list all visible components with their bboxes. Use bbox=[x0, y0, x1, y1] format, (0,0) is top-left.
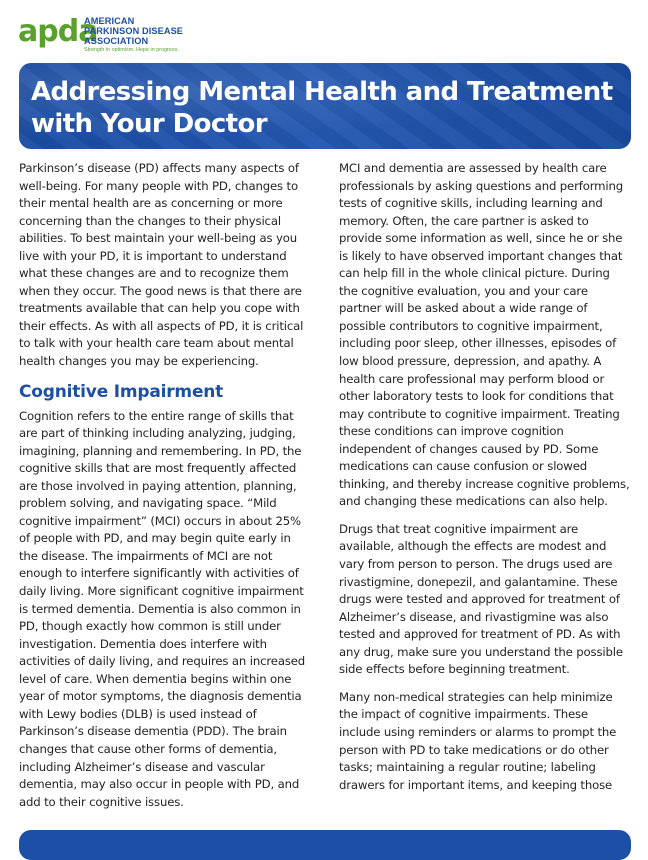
title-banner bbox=[19, 63, 631, 149]
page-title: Addressing Mental Health and Treatment with Your Doctor bbox=[31, 77, 613, 139]
logo-tagline: Strength in optimism. Hope in progress. bbox=[84, 47, 179, 53]
logo-mark: apda bbox=[18, 14, 98, 49]
intro-paragraph: Parkinson’s disease (PD) affects many aspects of well-being. For many people with PD, changes to their mental health are as concerning or more concerning than the changes to their physical abilities. To best maintain your well-being as you live with your PD, it is important to understand what these changes are and to recognize them when they occur. The good news is that there are treatments available that can help you cope with their effects. As with all aspects of PD, it is critical to talk with your health care team about mental health changes you may be experiencing. bbox=[19, 161, 304, 369]
logo-line-2: PARKINSON DISEASE bbox=[84, 26, 184, 36]
assessment-paragraph: MCI and dementia are assessed by health care professionals by asking questions and performing tests of cognitive skills, including learning and memory. Often, the care partner is asked to provide some information as well, since he or she is likely to have observed important changes that can help fill in the whole clinical picture. During the cognitive evaluation, you and your care partner will be asked about a wide range of possible contributors to cognitive impairment, including poor sleep, other illnesses, episodes of low blood pressure, depression, and apathy. A health care professional may perform blood or other laboratory tests to look for conditions that may contribute to cognitive impairment. Treating these conditions can improve cognition independent of changes caused by PD. Some medications can cause confusion or slowed thinking, and thereby increase cognitive problems, and changing these medications can also help. bbox=[339, 161, 630, 509]
strategies-paragraph: Many non-medical strategies can help minimize the impact of cognitive impairments. These include using reminders or alarms to prompt the person with PD to take medications or do other tasks; maintaining a regular routine; labeling drawers for important items, and keeping those bbox=[339, 689, 617, 792]
section-heading-cognitive-impairment: Cognitive Impairment bbox=[19, 381, 224, 402]
drugs-paragraph: Drugs that treat cognitive impairment are available, although the effects are modest and vary from person to person. The drugs used are rivastigmine, donepezil, and galantamine. These drugs were tested and approved for treatment of Alzheimer’s disease, and rivastigmine was also tested and approved for treatment of PD. As with any drug, make sure you understand the possible side effects before beginning treatment. bbox=[339, 521, 623, 677]
right-column bbox=[339, 160, 631, 804]
apda-logo bbox=[18, 14, 278, 56]
left-column bbox=[19, 160, 311, 821]
logo-line-1: AMERICAN bbox=[84, 16, 135, 26]
footer-bar bbox=[19, 830, 631, 860]
logo-wordmark bbox=[84, 16, 183, 53]
logo-line-3: ASSOCIATION bbox=[84, 36, 149, 46]
cognition-paragraph: Cognition refers to the entire range of skills that are part of thinking including analyzing, judging, imagining, planning and remembering. In PD, the cognitive skills that are most frequently affected are those involved in paying attention, planning, problem solving, and navigating space. “Mild cognitive impairment” (MCI) occurs in about 25% of people with PD, and may begin quite early in the disease. The impairments of MCI are not enough to interfere significantly with activities of daily living. More significant cognitive impairment is termed dementia. Dementia is also common in PD, though exactly how common is still under investigation. Dementia does interfere with activities of daily living, and requires an increased level of care. When dementia begins within one year of motor symptoms, the diagnosis dementia with Lewy bodies (DLB) is used instead of Parkinson’s disease dementia (PDD). The brain changes that cause other forms of dementia, including Alzheimer’s disease and vascular dementia, may also occur in people with PD, and add to their cognitive issues. bbox=[19, 408, 306, 809]
